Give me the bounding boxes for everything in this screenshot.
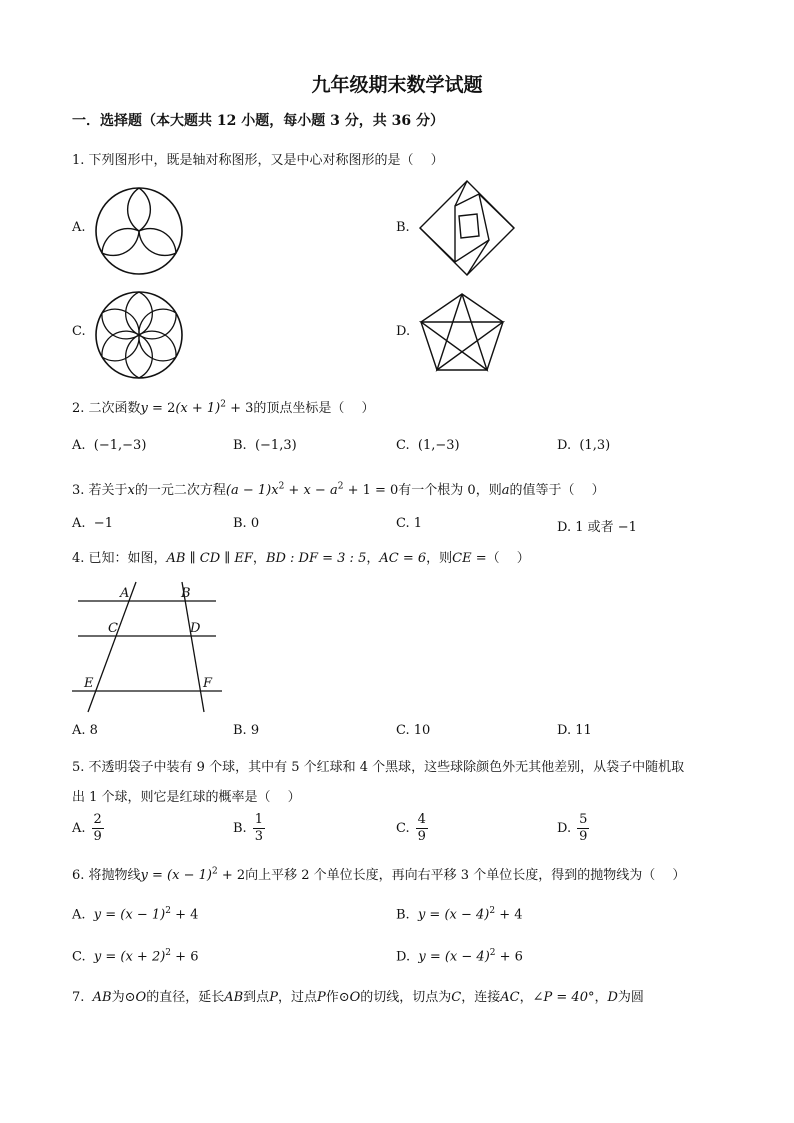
q3-eq-a: (a − 1)x (225, 483, 279, 498)
q5-option-c-label: C. (396, 821, 410, 836)
q2-func-exp: 2 (220, 399, 226, 410)
q5-option-d-denominator: 9 (579, 829, 588, 844)
q4-option-c (396, 723, 430, 738)
q6-option-d (396, 948, 523, 964)
q3-option-d-value: 1 或者 −1 (575, 520, 637, 535)
q2-option-b (233, 438, 297, 453)
question-7-stem (72, 986, 644, 1005)
q2-option-b-label: B. (233, 438, 247, 453)
question-3-stem (72, 479, 605, 498)
q7-t7: ，连接 (461, 990, 501, 1005)
q6-option-b-tail: + 4 (495, 907, 523, 923)
q5-option-d (557, 812, 589, 845)
section-heading: 一．选择题（本大题共 12 小题，每小题 3 分，共 36 分） (72, 113, 444, 129)
q3-option-b (233, 516, 259, 531)
q2-option-a-value: (−1,−3) (93, 438, 147, 453)
q5-option-d-numerator: 5 (579, 812, 588, 827)
q6-option-c-base: y = (x + 2) (93, 949, 166, 965)
q7-point-p-2: P (316, 990, 326, 1005)
q6-option-d-exp: 2 (489, 948, 496, 958)
q6-func-tail: + 2 (217, 868, 246, 883)
q4-option-a-label: A. (72, 723, 86, 738)
q4-option-b (233, 723, 259, 738)
q4-point-f: F (203, 676, 213, 691)
q6-option-c (72, 948, 198, 964)
q2-text-post: 的顶点坐标是（ ） (253, 401, 375, 416)
q1-option-c-label: C. (72, 324, 86, 339)
q7-ab: AB (92, 990, 112, 1005)
q3-var-a: a (501, 483, 510, 498)
q7-t6: 的切线，切点为 (360, 990, 452, 1005)
q5-option-b-label: B. (233, 821, 247, 836)
q6-option-a-label: A. (72, 907, 86, 923)
q6-text-pre: 6. 将抛物线 (72, 868, 141, 883)
q4-text-pre: 4. 已知：如图， (72, 551, 167, 566)
page-title: 九年级期末数学试题 (311, 74, 483, 96)
q4-ac-length: AC = 6 (379, 551, 427, 566)
q5-option-a-denominator: 9 (93, 829, 102, 844)
q7-t1: 为 (111, 990, 125, 1005)
q4-text-end: （ ） (486, 551, 530, 566)
q1-option-d-label: D. (396, 324, 411, 339)
q4-sep2: ， (366, 551, 380, 566)
q6-option-a-tail: + 4 (170, 907, 199, 923)
q6-option-c-tail: + 6 (171, 949, 199, 965)
q7-t8: ， (519, 990, 533, 1005)
q3-option-a (72, 516, 113, 531)
q5-option-a-numerator: 2 (93, 812, 102, 827)
q3-eq-exp2: 2 (337, 481, 344, 492)
q3-option-a-value: −1 (93, 516, 113, 531)
q7-point-c: C (451, 990, 462, 1005)
q5-option-c-numerator: 4 (417, 812, 426, 827)
q5-option-c (396, 812, 428, 845)
q6-option-a-base: y = (x − 1) (93, 907, 166, 923)
question-6-stem (72, 864, 685, 883)
q3-var-x: x (127, 483, 135, 498)
q4-point-e: E (84, 676, 94, 691)
q6-option-c-label: C. (72, 949, 86, 965)
q4-option-d-label: D. (557, 723, 572, 738)
q7-point-d: D (607, 990, 618, 1005)
q3-eq-b: + x − a (284, 483, 338, 498)
q5-option-c-fraction (416, 812, 428, 845)
q3-text-post: 的值等于（ ） (509, 483, 605, 498)
q5-option-b-denominator: 3 (254, 829, 263, 844)
q2-func-y: y (140, 401, 148, 416)
q4-option-c-label: C. (396, 723, 410, 738)
q7-point-p: P (269, 990, 278, 1005)
q1-figure-d (419, 292, 505, 372)
q2-func-coef: = 2 (147, 401, 176, 416)
q4-option-b-label: B. (233, 723, 247, 738)
q2-option-b-value: (−1,3) (254, 438, 297, 453)
q7-t10: 为圆 (617, 990, 644, 1005)
q7-number: 7. (72, 990, 85, 1005)
q2-func-paren: (x + 1) (175, 401, 221, 416)
q2-option-c (396, 438, 460, 453)
q4-option-a (72, 723, 98, 738)
q7-angle-p: ∠P = 40° (532, 990, 595, 1005)
q3-option-c-value: 1 (413, 516, 423, 531)
q5-option-d-label: D. (557, 821, 572, 836)
q1-option-b-label: B. (396, 220, 410, 235)
q3-option-b-label: B. (233, 516, 247, 531)
q3-option-d (557, 516, 637, 535)
q3-option-c-label: C. (396, 516, 410, 531)
q4-option-d (557, 723, 592, 738)
q3-text-pre: 3. 若关于 (72, 483, 128, 498)
question-5-line-2: 出 1 个球，则它是红球的概率是（ ） (72, 790, 301, 805)
q7-ac: AC (500, 990, 520, 1005)
q6-option-b-base: y = (x − 4) (417, 907, 490, 923)
q4-figure (70, 580, 230, 716)
q4-point-c: C (108, 621, 118, 636)
q2-func-const: + 3 (225, 401, 254, 416)
q4-text-post: ，则 (426, 551, 453, 566)
q2-option-a-label: A. (72, 438, 86, 453)
q6-text-post: 向上平移 2 个单位长度，再向右平移 3 个单位长度，得到的抛物线为（ ） (245, 868, 686, 883)
q2-option-a (72, 438, 146, 453)
q3-text-mid2: 有一个根为 0，则 (398, 483, 502, 498)
q6-option-d-tail: + 6 (495, 949, 523, 965)
q5-option-b (233, 812, 265, 845)
q5-option-b-fraction (253, 812, 265, 845)
q4-option-d-value: 11 (575, 723, 592, 738)
q2-option-d-label: D. (557, 438, 572, 453)
q3-option-c (396, 516, 422, 531)
q1-figure-a (94, 186, 184, 276)
q2-option-c-value: (1,−3) (417, 438, 460, 453)
q5-option-c-denominator: 9 (417, 829, 426, 844)
q4-parallel-condition: AB ∥ CD ∥ EF (166, 551, 253, 566)
q6-option-b (396, 906, 523, 922)
q5-option-a-fraction (92, 812, 104, 845)
q4-point-d: D (190, 621, 201, 636)
question-2-stem (72, 397, 375, 416)
q6-option-a-exp: 2 (165, 906, 171, 916)
q7-circle-o-2: ⊙O (338, 990, 361, 1005)
q5-option-a-label: A. (72, 821, 86, 836)
q7-ab-2: AB (224, 990, 244, 1005)
q3-option-a-label: A. (72, 516, 86, 531)
q7-t9: ， (594, 990, 608, 1005)
q5-option-b-numerator: 1 (254, 812, 263, 827)
q7-t3: 到点 (243, 990, 270, 1005)
q6-option-d-base: y = (x − 4) (418, 949, 490, 965)
q2-option-d (557, 438, 610, 453)
q1-option-a-label: A. (72, 220, 86, 235)
q4-point-b: B (181, 586, 191, 601)
q2-text-pre: 2. 二次函数 (72, 401, 141, 416)
q6-func-exp: 2 (211, 866, 218, 877)
q6-func-base: y = (x − 1) (140, 868, 212, 883)
q4-option-b-value: 9 (250, 723, 260, 738)
q2-option-c-label: C. (396, 438, 410, 453)
q4-point-a: A (120, 586, 130, 601)
q7-t4: ，过点 (277, 990, 317, 1005)
q6-option-b-exp: 2 (489, 906, 496, 916)
q6-option-b-label: B. (396, 907, 410, 923)
q7-t2: 的直径，延长 (146, 990, 225, 1005)
q7-circle-o: ⊙O (124, 990, 147, 1005)
q3-eq-exp1: 2 (278, 481, 285, 492)
q3-option-b-value: 0 (250, 516, 260, 531)
q4-ce-question: CE = (452, 551, 487, 566)
q6-option-d-label: D. (396, 949, 411, 965)
question-5-line-1: 5. 不透明袋子中装有 9 个球，其中有 5 个红球和 4 个黑球，这些球除颜色外无其他差别，从袋子中随机取 (72, 760, 685, 775)
question-1-stem: 1. 下列图形中，既是轴对称图形，又是中心对称图形的是（ ） (72, 153, 444, 168)
q3-text-mid1: 的一元二次方程 (134, 483, 226, 498)
q4-option-a-value: 8 (89, 723, 98, 738)
q4-ratio: BD : DF = 3 : 5 (265, 551, 367, 566)
q4-sep1: ， (252, 551, 266, 566)
q1-figure-b (419, 180, 515, 276)
q3-eq-c: + 1 = 0 (343, 483, 399, 498)
q6-option-a (72, 906, 198, 922)
q5-option-a (72, 812, 104, 845)
q1-figure-c (94, 290, 184, 380)
q4-option-c-value: 10 (413, 723, 431, 738)
q5-option-d-fraction (577, 812, 589, 845)
q7-t5: 作 (325, 990, 339, 1005)
question-4-stem (72, 547, 530, 566)
q2-option-d-value: (1,3) (579, 438, 611, 453)
q3-option-d-label: D. (557, 520, 572, 535)
q6-option-c-exp: 2 (165, 948, 172, 958)
